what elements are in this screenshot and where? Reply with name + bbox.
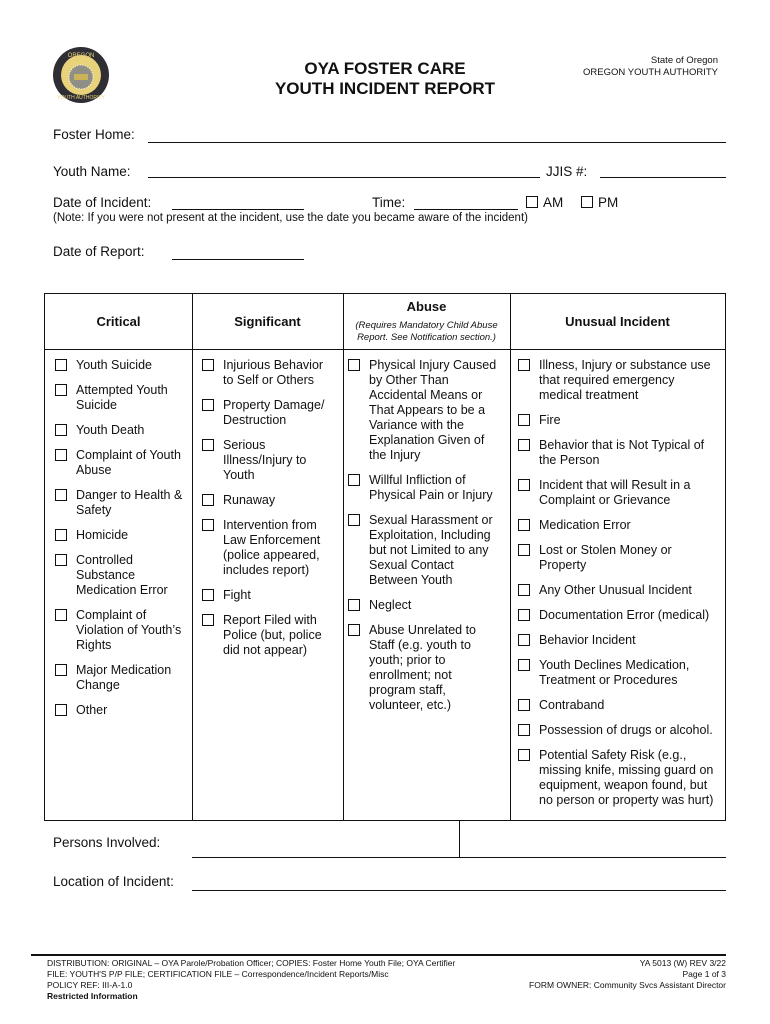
footer-restricted: Restricted Information [47, 991, 138, 1001]
checkbox[interactable] [55, 489, 67, 501]
checkbox[interactable] [518, 414, 530, 426]
checkbox[interactable] [518, 584, 530, 596]
item-label: Abuse Unrelated to Staff (e.g. youth to youth; prior to enrollment; not program staff, volunteer, etc.) [369, 623, 477, 712]
checkbox[interactable] [348, 514, 360, 526]
pm-label: PM [598, 195, 619, 210]
unusual-item[interactable] [518, 518, 713, 533]
agency-name: OREGON YOUTH AUTHORITY [583, 67, 718, 78]
footer-file: FILE: YOUTH'S P/P FILE; CERTIFICATION FILE – Correspondence/Incident Reports/Misc [47, 969, 389, 979]
significant-item[interactable] [202, 588, 324, 603]
youth-name-field[interactable] [148, 177, 540, 178]
item-label: Sexual Harassment or Exploitation, Including but not Limited to any Sexual Contact Between Youth [369, 513, 493, 587]
unusual-item[interactable] [518, 658, 713, 688]
checkbox[interactable] [55, 384, 67, 396]
item-label: Youth Suicide [76, 358, 152, 372]
checkbox[interactable] [202, 494, 214, 506]
checkbox[interactable] [202, 614, 214, 626]
date-incident-field[interactable] [172, 209, 304, 210]
checkbox[interactable] [518, 479, 530, 491]
item-label: Controlled Substance Medication Error [76, 553, 168, 597]
significant-item[interactable] [202, 518, 324, 578]
checkbox[interactable] [55, 704, 67, 716]
unusual-item[interactable] [518, 698, 713, 713]
date-report-label: Date of Report: [53, 244, 145, 259]
agency-state: State of Oregon [650, 55, 718, 66]
significant-item[interactable] [202, 358, 324, 388]
significant-item[interactable] [202, 398, 324, 428]
unusual-item[interactable] [518, 748, 713, 808]
checkbox[interactable] [202, 439, 214, 451]
checkbox[interactable] [518, 609, 530, 621]
critical-item[interactable] [55, 608, 182, 653]
item-label: Lost or Stolen Money or Property [539, 543, 672, 572]
checkbox[interactable] [55, 449, 67, 461]
item-label: Attempted Youth Suicide [76, 383, 168, 412]
abuse-item[interactable] [348, 623, 496, 713]
item-label: Fight [223, 588, 251, 602]
item-label: Youth Declines Medication, Treatment or Procedures [539, 658, 690, 687]
persons-divider [459, 821, 460, 858]
jjis-label: JJIS #: [546, 164, 588, 179]
agency-block [583, 55, 718, 79]
header-significant: Significant [234, 314, 301, 329]
checkbox[interactable] [518, 544, 530, 556]
checkbox[interactable] [518, 359, 530, 371]
location-field[interactable] [192, 890, 726, 891]
significant-item[interactable] [202, 438, 324, 483]
checkbox[interactable] [518, 749, 530, 761]
unusual-column [518, 358, 713, 818]
unusual-item[interactable] [518, 633, 713, 648]
unusual-item[interactable] [518, 413, 713, 428]
footer-left [47, 958, 455, 1002]
item-label: Behavior Incident [539, 633, 636, 647]
checkbox[interactable] [55, 424, 67, 436]
checkbox[interactable] [518, 724, 530, 736]
incident-type-table [44, 293, 726, 821]
item-label: Injurious Behavior to Self or Others [223, 358, 324, 387]
unusual-item[interactable] [518, 438, 713, 468]
footer-distribution: DISTRIBUTION: ORIGINAL – OYA Parole/Probation Officer; COPIES: Foster Home Youth File; OYA Certifier [47, 958, 456, 968]
item-label: Willful Infliction of Physical Pain or Injury [369, 473, 493, 502]
header-abuse: Abuse (Requires Mandatory Child Abuse Report. See Notification section.) [355, 299, 498, 343]
checkbox[interactable] [518, 699, 530, 711]
checkbox[interactable] [518, 439, 530, 451]
footer-form-number: YA 5013 (W) REV 3/22 [639, 958, 726, 968]
date-note: (Note: If you were not present at the incident, use the date you became aware of the incident) [53, 212, 528, 224]
form-subtitle: YOUTH INCIDENT REPORT [274, 79, 496, 98]
item-label: Homicide [76, 528, 129, 542]
location-label: Location of Incident: [53, 874, 174, 889]
youth-name-label: Youth Name: [53, 164, 131, 179]
critical-item[interactable] [55, 358, 182, 373]
item-label: Potential Safety Risk (e.g., missing knife, missing guard on equipment, weapon found, but no person or property was hurt) [539, 748, 714, 807]
item-label: Complaint of Youth Abuse [76, 448, 181, 477]
time-label: Time: [372, 195, 406, 210]
checkbox[interactable] [348, 599, 360, 611]
footer-owner: FORM OWNER: Community Svcs Assistant Director [529, 980, 726, 990]
pm-checkbox[interactable] [581, 196, 593, 208]
abuse-item[interactable] [348, 358, 496, 463]
persons-involved-label: Persons Involved: [53, 835, 161, 850]
unusual-item[interactable] [518, 723, 713, 738]
checkbox[interactable] [348, 359, 360, 371]
item-label: Youth Death [76, 423, 145, 437]
item-label: Neglect [369, 598, 412, 612]
am-checkbox[interactable] [526, 196, 538, 208]
footer-policy: POLICY REF: III-A-1.0 [47, 980, 133, 990]
item-label: Complaint of Violation of Youth’s Rights [76, 608, 182, 652]
checkbox[interactable] [55, 529, 67, 541]
item-label: Possession of drugs or alcohol. [539, 723, 713, 737]
checkbox[interactable] [348, 474, 360, 486]
header-unusual: Unusual Incident [565, 314, 670, 329]
critical-item[interactable] [55, 448, 182, 478]
unusual-item[interactable] [518, 543, 713, 573]
footer-rule [31, 954, 726, 956]
significant-item[interactable] [202, 493, 324, 508]
date-incident-label: Date of Incident: [53, 195, 152, 210]
checkbox[interactable] [55, 359, 67, 371]
form-title: OYA FOSTER CARE [304, 59, 466, 78]
header-critical: Critical [96, 314, 141, 329]
svg-text:OREGON: OREGON [67, 53, 95, 59]
checkbox[interactable] [202, 399, 214, 411]
item-label: Major Medication Change [76, 663, 172, 692]
foster-home-field[interactable] [148, 142, 726, 143]
abuse-item[interactable] [348, 513, 496, 588]
date-report-field[interactable] [172, 259, 304, 260]
foster-home-label: Foster Home: [53, 127, 135, 142]
abuse-column [348, 358, 496, 723]
checkbox[interactable] [518, 519, 530, 531]
item-label: Runaway [223, 493, 276, 507]
unusual-item[interactable] [518, 608, 713, 623]
critical-item[interactable] [55, 663, 182, 693]
checkbox[interactable] [202, 589, 214, 601]
critical-column [55, 358, 182, 728]
unusual-item[interactable] [518, 478, 713, 508]
checkbox[interactable] [55, 664, 67, 676]
item-label: Illness, Injury or substance use that required emergency medical treatment [539, 358, 711, 402]
item-label: Any Other Unusual Incident [539, 583, 692, 597]
item-label: Other [76, 703, 108, 717]
critical-item[interactable] [55, 383, 182, 413]
footer-page: Page 1 of 3 [682, 969, 726, 979]
unusual-item[interactable] [518, 358, 713, 403]
critical-item[interactable] [55, 553, 182, 598]
abuse-item[interactable] [348, 598, 496, 613]
checkbox[interactable] [518, 659, 530, 671]
footer-right [529, 958, 726, 991]
item-label: Property Damage/ Destruction [223, 398, 325, 427]
significant-column [202, 358, 324, 668]
critical-item[interactable] [55, 423, 182, 438]
item-label: Contraband [539, 698, 605, 712]
am-label: AM [543, 195, 564, 210]
item-label: Serious Illness/Injury to Youth [223, 438, 307, 482]
checkbox[interactable] [55, 609, 67, 621]
item-label: Intervention from Law Enforcement (police appeared, includes report) [223, 518, 321, 577]
significant-item[interactable] [202, 613, 324, 658]
checkbox[interactable] [202, 359, 214, 371]
checkbox[interactable] [55, 554, 67, 566]
item-label: Fire [539, 413, 561, 427]
critical-item[interactable] [55, 703, 182, 718]
item-label: Behavior that is Not Typical of the Person [539, 438, 705, 467]
critical-item[interactable] [55, 528, 182, 543]
item-label: Medication Error [539, 518, 631, 532]
item-label: Incident that will Result in a Complaint or Grievance [539, 478, 691, 507]
critical-item[interactable] [55, 488, 182, 518]
checkbox[interactable] [348, 624, 360, 636]
persons-involved-field[interactable] [192, 857, 726, 858]
item-label: Documentation Error (medical) [539, 608, 710, 622]
checkbox[interactable] [518, 634, 530, 646]
svg-text:YOUTH AUTHORITY: YOUTH AUTHORITY [57, 95, 105, 101]
unusual-item[interactable] [518, 583, 713, 598]
jjis-field[interactable] [600, 177, 726, 178]
time-field[interactable] [414, 209, 518, 210]
abuse-subtitle: (Requires Mandatory Child Abuse Report. See Notification section.) [355, 320, 498, 343]
abuse-item[interactable] [348, 473, 496, 503]
item-label: Danger to Health & Safety [76, 488, 183, 517]
checkbox[interactable] [202, 519, 214, 531]
item-label: Report Filed with Police (but, police did not appear) [223, 613, 322, 657]
item-label: Physical Injury Caused by Other Than Accidental Means or That Appears to be a Variance with the Explanation Given of the Injury [369, 358, 497, 462]
